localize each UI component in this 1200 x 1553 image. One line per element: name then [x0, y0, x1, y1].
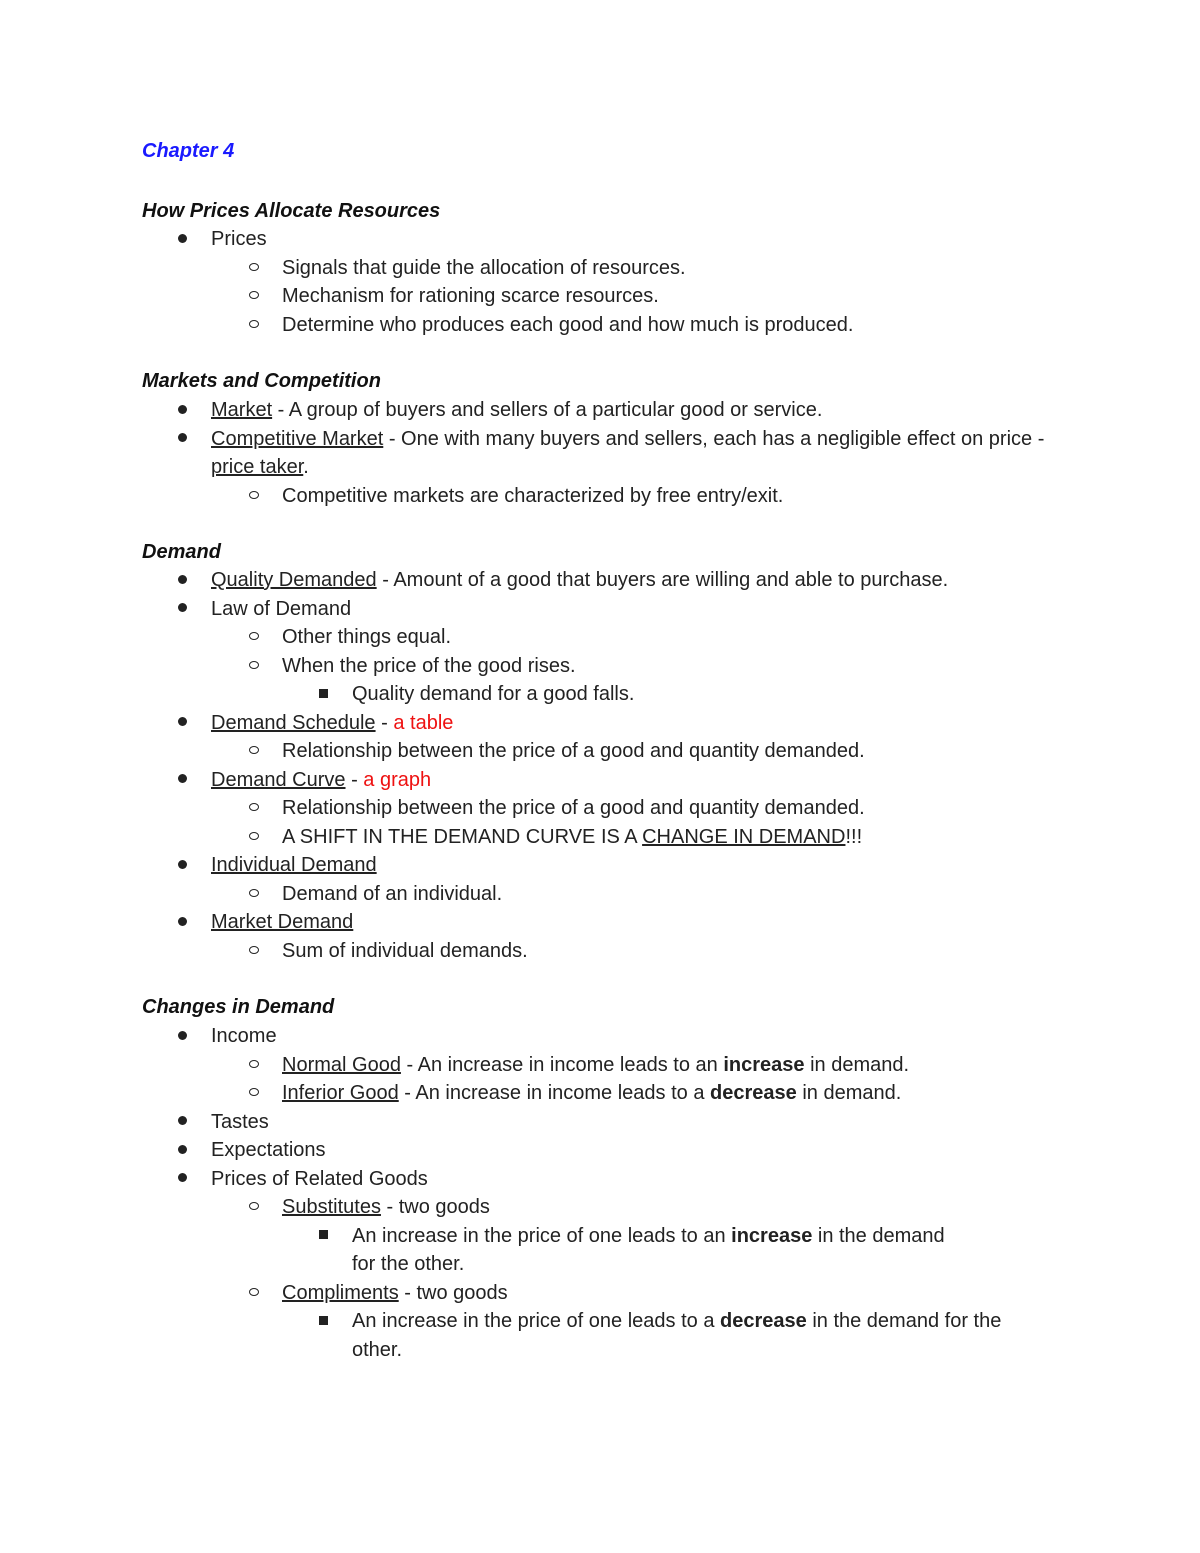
- term-link: Demand Curve: [211, 768, 346, 791]
- list-item: Relationship between the price of a good and quantity demanded.: [142, 737, 1072, 766]
- bullet-icon: [178, 405, 187, 414]
- list-item: Competitive Market - One with many buyers and sellers, each has a negligible effect on price - price taker. Competitive markets are characterized by free entry/exit.: [142, 425, 1072, 511]
- list-item: An increase in the price of one leads to a decrease in the demand for the other.: [142, 1307, 1002, 1364]
- bullet-icon: [178, 917, 187, 926]
- bullet-icon: [178, 774, 187, 783]
- bullet-icon: [178, 717, 187, 726]
- list-item: Other things equal.: [142, 623, 1072, 652]
- list-item: Demand of an individual.: [142, 880, 1072, 909]
- bullet-icon: [178, 1031, 187, 1040]
- list-item: Competitive markets are characterized by free entry/exit.: [142, 482, 1072, 511]
- term-link: Compliments: [282, 1281, 399, 1304]
- circle-bullet-icon: [249, 746, 259, 754]
- square-bullet-icon: [319, 1316, 328, 1325]
- list-item: Expectations: [142, 1136, 1072, 1165]
- circle-bullet-icon: [249, 1060, 259, 1068]
- bullet-icon: [178, 433, 187, 442]
- section-demand: [142, 566, 1072, 965]
- bullet-icon: [178, 1145, 187, 1154]
- section-heading-markets: Markets and Competition: [142, 370, 381, 392]
- section-heading-demand: Demand: [142, 541, 221, 563]
- list-item: Signals that guide the allocation of resources.: [142, 254, 1072, 283]
- circle-bullet-icon: [249, 632, 259, 640]
- list-item: Substitutes - two goods An increase in the price of one leads to an increase in the demand for the other.: [142, 1193, 1072, 1279]
- list-item: Sum of individual demands.: [142, 937, 1072, 966]
- chapter-title: Chapter 4: [142, 140, 235, 162]
- list-item: Income Normal Good - An increase in income leads to an increase in demand. Inferior Good - An increase in income leads to a decrease in demand.: [142, 1022, 1072, 1108]
- list-item: Prices of Related Goods Substitutes - two goods An increase in the price of one leads to an increase in the demand for the other. Compliments - two goods An increase in the price of one leads to a decrease in the demand for the other.: [142, 1165, 1072, 1365]
- list-item: Demand Schedule - a table Relationship between the price of a good and quantity demanded.: [142, 709, 1072, 766]
- term-link: Competitive Market: [211, 427, 384, 450]
- list-item: Inferior Good - An increase in income leads to a decrease in demand.: [142, 1079, 1072, 1108]
- term-link: price taker: [211, 456, 304, 478]
- circle-bullet-icon: [249, 1088, 259, 1096]
- list-item: An increase in the price of one leads to an increase in the demand for the other.: [142, 1222, 962, 1279]
- circle-bullet-icon: [249, 263, 259, 271]
- list-item: Normal Good - An increase in income leads to an increase in demand.: [142, 1051, 1072, 1080]
- list-item: [142, 851, 1072, 908]
- circle-bullet-icon: [249, 661, 259, 669]
- circle-bullet-icon: [249, 946, 259, 954]
- list-item: Quality Demanded - Amount of a good that buyers are willing and able to purchase.: [142, 566, 1072, 595]
- section-markets: [142, 396, 1072, 510]
- bullet-icon: [178, 860, 187, 869]
- list-item: [142, 908, 1072, 965]
- term-link: Normal Good: [282, 1053, 401, 1076]
- list-item: Mechanism for rationing scarce resources.: [142, 282, 1072, 311]
- highlight-text: a graph: [363, 768, 432, 791]
- term-link: CHANGE IN DEMAND: [642, 825, 846, 848]
- bullet-icon: [178, 603, 187, 612]
- bullet-icon: [178, 234, 187, 243]
- circle-bullet-icon: [249, 1288, 259, 1296]
- list-item: When the price of the good rises. Quality demand for a good falls.: [142, 652, 1072, 709]
- circle-bullet-icon: [249, 889, 259, 897]
- circle-bullet-icon: [249, 320, 259, 328]
- section-changes: [142, 1022, 1072, 1364]
- list-item: Tastes: [142, 1108, 1072, 1137]
- circle-bullet-icon: [249, 832, 259, 840]
- term-link: Individual Demand: [211, 854, 377, 876]
- circle-bullet-icon: [249, 803, 259, 811]
- circle-bullet-icon: [249, 291, 259, 299]
- list-item: Quality demand for a good falls.: [142, 680, 1072, 709]
- list-item: Law of Demand Other things equal. When the price of the good rises. Quality demand for a good falls.: [142, 595, 1072, 709]
- square-bullet-icon: [319, 689, 328, 698]
- bullet-icon: [178, 1116, 187, 1125]
- square-bullet-icon: [319, 1230, 328, 1239]
- list-item: A SHIFT IN THE DEMAND CURVE IS A CHANGE IN DEMAND!!!: [142, 823, 1072, 852]
- section-heading-changes: Changes in Demand: [142, 996, 335, 1018]
- list-item: Relationship between the price of a good and quantity demanded.: [142, 794, 1072, 823]
- list-item: Compliments - two goods An increase in the price of one leads to a decrease in the demand for the other.: [142, 1279, 1072, 1365]
- list-item: Demand Curve - a graph Relationship between the price of a good and quantity demanded. A SHIFT IN THE DEMAND CURVE IS A CHANGE IN DEMAND!!!: [142, 766, 1072, 852]
- term-link: Inferior Good: [282, 1082, 399, 1104]
- list-item: Market - A group of buyers and sellers of a particular good or service.: [142, 396, 1072, 425]
- term-link: Substitutes: [282, 1196, 381, 1218]
- circle-bullet-icon: [249, 1202, 259, 1210]
- term-link: Market: [211, 399, 273, 421]
- bullet-icon: [178, 575, 187, 584]
- list-item: Prices Signals that guide the allocation of resources. Mechanism for rationing scarce resources. Determine who produces each good and how much is produced.: [142, 225, 1072, 339]
- term-link: Market Demand: [211, 911, 354, 933]
- term-link: Demand Schedule: [211, 711, 376, 734]
- section-heading-prices: How Prices Allocate Resources: [142, 200, 441, 222]
- term-link: Quality Demanded: [211, 569, 377, 591]
- highlight-text: a table: [393, 711, 454, 734]
- section-prices: [142, 225, 1072, 339]
- circle-bullet-icon: [249, 491, 259, 499]
- list-item: Determine who produces each good and how much is produced.: [142, 311, 1072, 340]
- bullet-icon: [178, 1173, 187, 1182]
